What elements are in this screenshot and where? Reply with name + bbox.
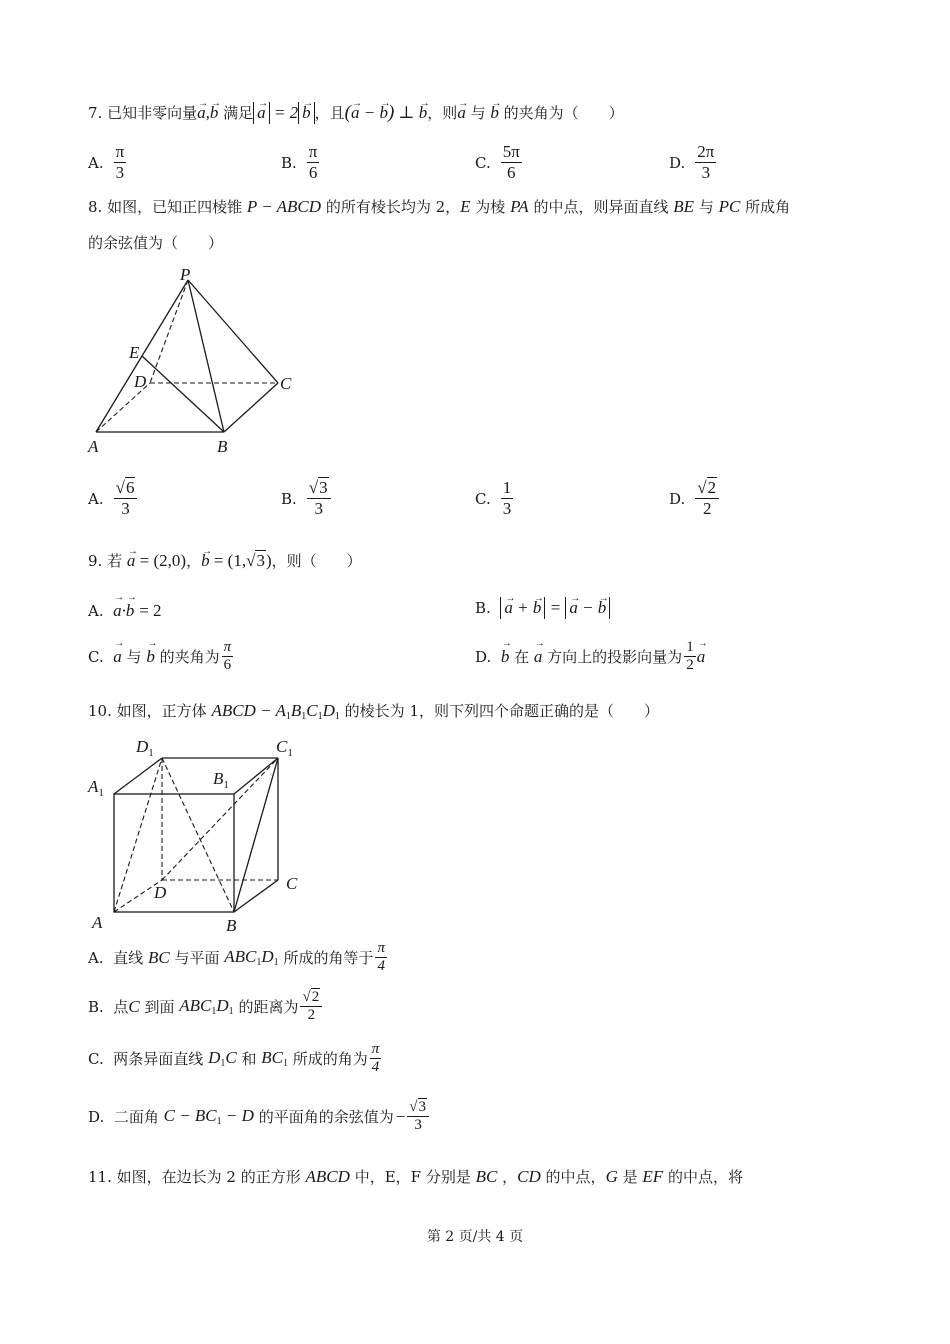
question-9-stem: 9. 若 → a = (2,0)，→ b = (1,√3)，则（ ） <box>88 551 362 571</box>
fraction: $\frac{5\pi}{6}$ <box>502 142 520 182</box>
edge-pb <box>188 280 224 432</box>
pyramid-figure <box>80 262 310 462</box>
question-7-stem: 7. 已知非零向量→ a,→ b 满足→ a = 2→ b ，且(→ a − → b) ⊥ → b，则→ a 与 → b 的夹角为（ ） <box>88 102 624 124</box>
edge-pc <box>188 280 278 383</box>
edge-pd <box>150 280 188 383</box>
label-b: B <box>217 437 228 456</box>
q7-option-c[interactable]: C. $\frac{5\pi}{6}$ <box>475 142 520 182</box>
front-face <box>114 794 234 912</box>
fraction: $\frac{\pi}{6}$ <box>223 639 232 673</box>
page-footer: 第 2 页/共 4 页 <box>426 1229 524 1245</box>
q10-option-b[interactable]: B. 点 C 到面 $ABC_1D_1$ 的距离为 $\frac{√2}{2}$ <box>88 989 322 1024</box>
q9-option-c[interactable]: C. → a 与 → b 的夹角为 $\frac{\pi}{6}$ <box>88 639 233 674</box>
fraction: $\frac{√2}{2}$ <box>695 478 719 519</box>
label-e: E <box>129 343 140 362</box>
q8-option-b[interactable]: B. $\frac{√3}{3}$ <box>281 478 331 519</box>
q7-option-d[interactable]: D. $\frac{2\pi}{3}$ <box>669 142 715 182</box>
fraction: $\frac{√6}{3}$ <box>114 478 138 519</box>
q9-option-b[interactable]: B. → a + → b = → a − → b <box>475 597 610 619</box>
label-b: B <box>226 916 237 935</box>
fraction: $\frac{1}{3}$ <box>502 478 512 518</box>
label-p: P <box>180 265 191 284</box>
q10-option-d[interactable]: D. 二面角 $C - BC_1 - D$ 的平面角的余弦值为 − $\frac{√3}{3}$ <box>88 1099 429 1134</box>
edge-a1d1 <box>114 758 162 794</box>
label-d1: $D_1$ <box>136 737 154 759</box>
label-a1: $A_1$ <box>88 777 104 799</box>
label-a: A <box>88 437 99 456</box>
cube-figure <box>80 730 330 940</box>
question-8-stem-line2: 的余弦值为（ ） <box>88 234 224 252</box>
q9-option-d[interactable]: D. → b 在 → a 方向上的投影向量为 $\frac{1}{2}$ → a <box>475 639 705 674</box>
edge-bc <box>224 383 278 432</box>
segment-be <box>142 356 224 432</box>
fraction: $\frac{\pi}{3}$ <box>115 142 125 182</box>
fraction: $\frac{√3}{3}$ <box>407 1099 429 1134</box>
q7-option-a[interactable]: A. $\frac{\pi}{3}$ <box>88 142 125 182</box>
label-b1: $B_1$ <box>213 769 229 791</box>
label-c1: $C_1$ <box>276 737 293 759</box>
label-d: D <box>154 883 167 902</box>
q8-option-d[interactable]: D. $\frac{√2}{2}$ <box>669 478 719 519</box>
q9-option-a[interactable]: A. → a·→ b = 2 <box>88 601 162 621</box>
label-d: D <box>134 372 147 391</box>
fraction: $\frac{√2}{2}$ <box>300 989 322 1024</box>
fraction: $\frac{2\pi}{3}$ <box>697 142 715 182</box>
fraction: $\frac{\pi}{4}$ <box>377 940 385 974</box>
label-c: C <box>280 374 292 393</box>
label-a: A <box>92 913 103 932</box>
q8-option-c[interactable]: C. $\frac{1}{3}$ <box>475 478 512 518</box>
fraction: $\frac{1}{2}$ <box>686 639 694 673</box>
q7-option-b[interactable]: B. $\frac{\pi}{6}$ <box>281 142 318 182</box>
question-11-stem: 11. 如图，在边长为 2 的正方形 ABCD 中，E，F 分别是 BC ，CD 的中点，G 是 EF 的中点，将 <box>88 1167 743 1186</box>
edge-b1c1 <box>234 758 278 794</box>
question-8-stem: 8. 如图，已知正四棱锥 P − ABCD 的所有棱长均为 2，E 为棱 PA 的中点，则异面直线 BE 与 PC 所成角 <box>88 197 791 216</box>
question-10-stem: 10. 如图，正方体 ABCD − $A_1B_1C_1D_1$ 的棱长为 1，则下列四个命题正确的是（ ） <box>88 701 659 722</box>
fraction: $\frac{\pi}{6}$ <box>308 142 318 182</box>
edge-bc <box>234 880 278 912</box>
q10-option-c[interactable]: C. 两条异面直线 $D_1C$ 和 $BC_1$ 所成的角为 $\frac{\pi}{4}$ <box>88 1041 380 1075</box>
q8-option-a[interactable]: A. $\frac{√6}{3}$ <box>88 478 137 519</box>
label-c: C <box>286 874 298 893</box>
q10-option-a[interactable]: A. 直线 BC 与平面 $ABC_1D_1$ 所成的角等于 $\frac{\pi}{4}$ <box>88 940 385 974</box>
fraction: $\frac{\pi}{4}$ <box>371 1041 380 1075</box>
fraction: $\frac{√3}{3}$ <box>307 478 331 519</box>
